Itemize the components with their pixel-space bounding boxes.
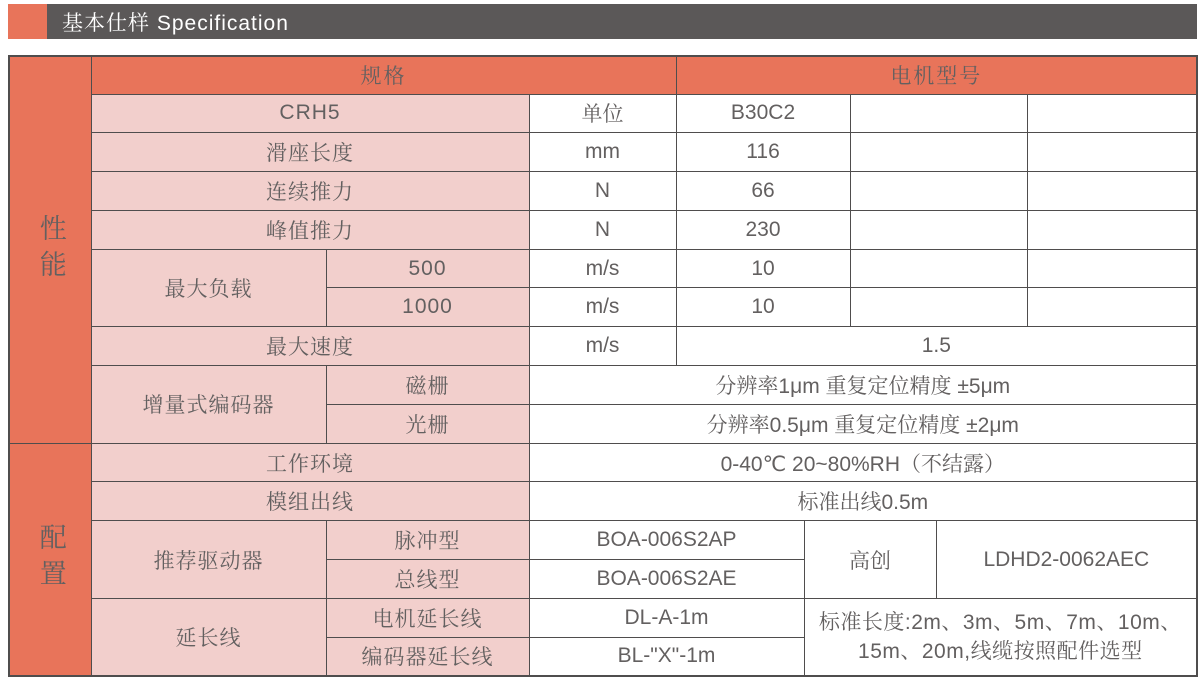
row-peak-force-model3-empty: [1027, 210, 1197, 249]
row-encoder-label: 增量式编码器: [91, 366, 326, 444]
accent-square: [8, 4, 47, 39]
row-max-load-1000-model3-empty: [1027, 288, 1197, 327]
page-title-bar: [8, 4, 1197, 39]
row-max-load-500-model3-empty: [1027, 249, 1197, 288]
row-max-load-stroke-1000: 1000: [326, 288, 529, 327]
row-extension-note: 标准长度:2m、3m、5m、7m、10m、15m、20m,线缆按照配件选型: [804, 598, 1197, 676]
row-extension-label: 延长线: [91, 598, 326, 676]
row-max-load-500-model1: 10: [676, 249, 850, 288]
row-driver-type-bus: 总线型: [326, 560, 529, 599]
row-max-load-stroke-500: 500: [326, 249, 529, 288]
row-extension-type-encoder: 编码器延长线: [326, 637, 529, 676]
row-module-cable-label: 模组出线: [91, 482, 529, 521]
row-environment-label: 工作环境: [91, 443, 529, 482]
row-driver-label: 推荐驱动器: [91, 521, 326, 599]
row-driver-brand: 高创: [804, 521, 936, 599]
header-spec: 规格: [91, 56, 676, 94]
row-max-load-label: 最大负载: [91, 249, 326, 327]
row-max-speed-unit: m/s: [529, 327, 676, 366]
row-series-model3-empty: [1027, 94, 1197, 133]
row-extension-motor-value: DL-A-1m: [529, 598, 804, 637]
header-motor-model: 电机型号: [676, 56, 1197, 94]
row-slide-length-label: 滑座长度: [91, 133, 529, 172]
row-max-speed-value: 1.5: [676, 327, 1197, 366]
row-series-model1: B30C2: [676, 94, 850, 133]
page-title: 基本仕样 Specification: [47, 4, 1197, 39]
section-config-label: 配置: [35, 523, 66, 596]
row-encoder-type-magnetic: 磁栅: [326, 366, 529, 405]
row-series-unit: 单位: [529, 94, 676, 133]
row-max-load-500-model2-empty: [850, 249, 1027, 288]
row-continuous-force-label: 连续推力: [91, 172, 529, 211]
row-slide-length-unit: mm: [529, 133, 676, 172]
row-encoder-optical-value: 分辨率0.5μm 重复定位精度 ±2μm: [529, 404, 1197, 443]
row-encoder-magnetic-value: 分辨率1μm 重复定位精度 ±5μm: [529, 366, 1197, 405]
row-slide-length-model3-empty: [1027, 133, 1197, 172]
row-max-load-1000-model1: 10: [676, 288, 850, 327]
row-extension-type-motor: 电机延长线: [326, 598, 529, 637]
row-encoder-type-optical: 光栅: [326, 404, 529, 443]
row-max-load-1000-unit: m/s: [529, 288, 676, 327]
row-driver-type-pulse: 脉冲型: [326, 521, 529, 560]
row-peak-force-model2-empty: [850, 210, 1027, 249]
row-peak-force-label: 峰值推力: [91, 210, 529, 249]
row-driver-brand-model: LDHD2-0062AEC: [936, 521, 1197, 599]
row-slide-length-model1: 116: [676, 133, 850, 172]
section-config: [9, 443, 91, 676]
row-max-load-500-unit: m/s: [529, 249, 676, 288]
row-peak-force-model1: 230: [676, 210, 850, 249]
row-driver-bus-value: BOA-006S2AE: [529, 560, 804, 599]
row-series-model2-empty: [850, 94, 1027, 133]
specification-table: [8, 55, 1198, 677]
section-performance: [9, 56, 91, 443]
row-max-load-1000-model2-empty: [850, 288, 1027, 327]
row-environment-value: 0-40℃ 20~80%RH（不结露）: [529, 443, 1197, 482]
section-performance-label: 性能: [35, 213, 66, 286]
row-continuous-force-model2-empty: [850, 172, 1027, 211]
row-continuous-force-unit: N: [529, 172, 676, 211]
row-peak-force-unit: N: [529, 210, 676, 249]
row-slide-length-model2-empty: [850, 133, 1027, 172]
row-continuous-force-model3-empty: [1027, 172, 1197, 211]
row-max-speed-label: 最大速度: [91, 327, 529, 366]
row-continuous-force-model1: 66: [676, 172, 850, 211]
row-driver-pulse-value: BOA-006S2AP: [529, 521, 804, 560]
row-module-cable-value: 标准出线0.5m: [529, 482, 1197, 521]
row-extension-encoder-value: BL-"X"-1m: [529, 637, 804, 676]
row-series-label: CRH5: [91, 94, 529, 133]
